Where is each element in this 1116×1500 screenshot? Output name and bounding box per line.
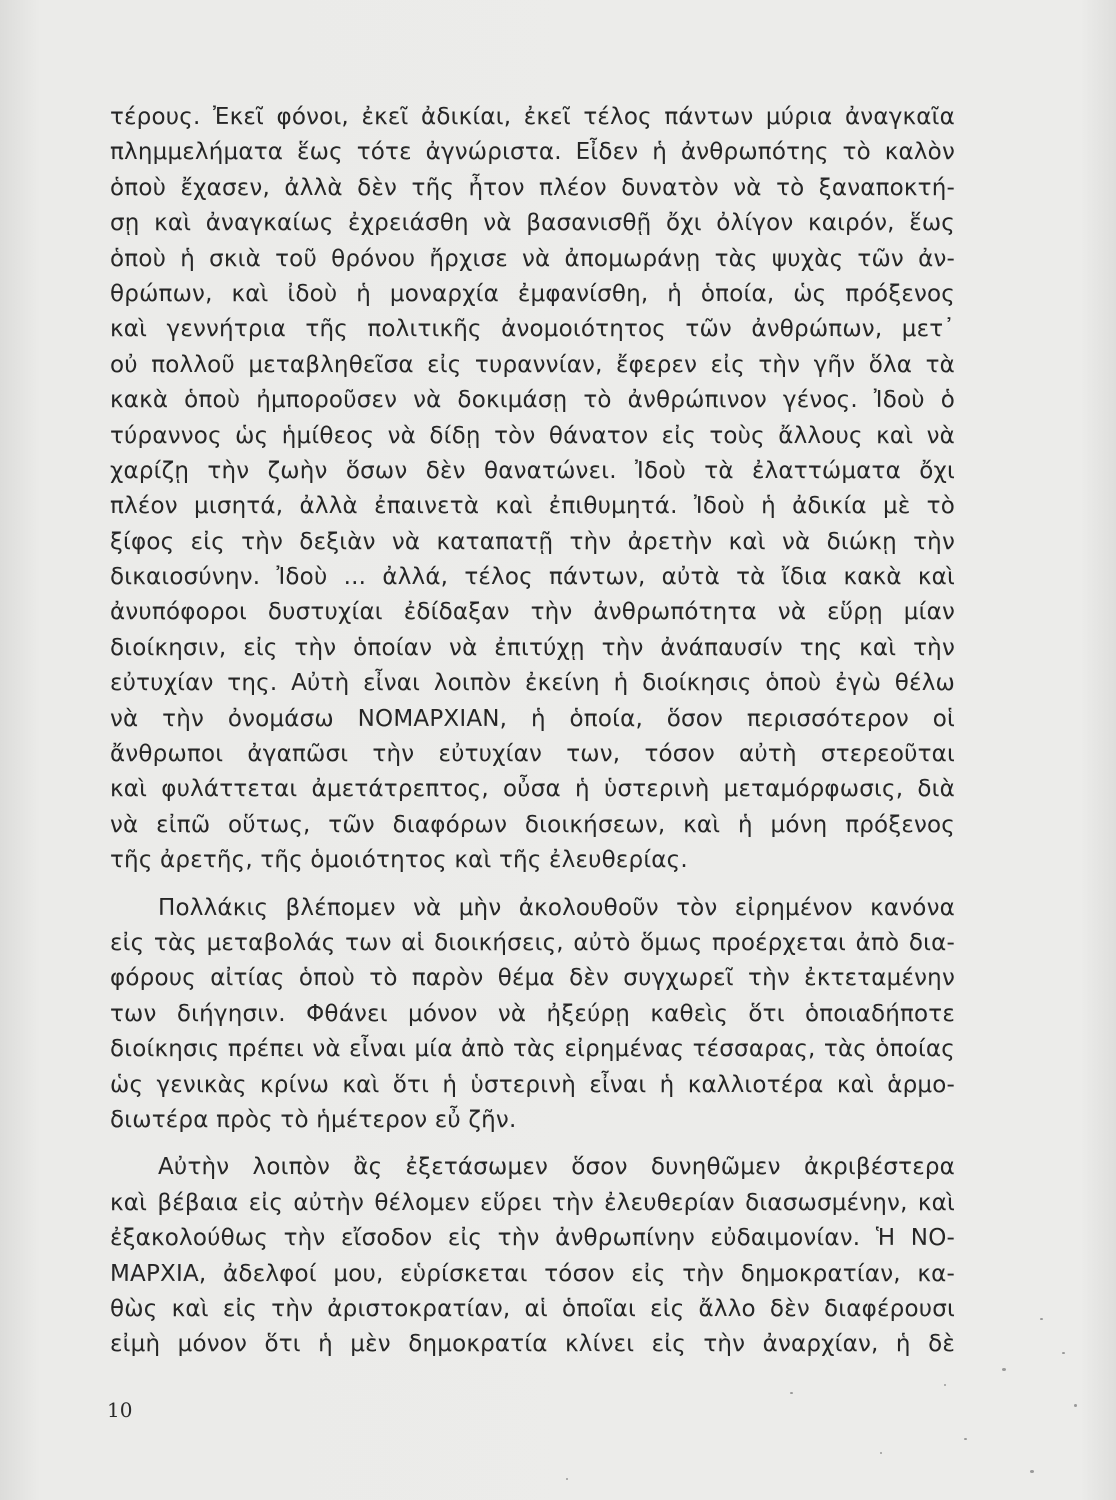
- text-line: καὶ βέβαια εἰς αὐτὴν θέλομεν εὕρει τὴν ἐλευθερίαν διασωσμένην, καὶ: [110, 1189, 955, 1216]
- text-line: ξίφος εἰς τὴν δεξιὰν νὰ καταπατῇ τὴν ἀρετὴν καὶ νὰ διώκῃ τὴν: [110, 528, 955, 555]
- text-line: των διήγησιν. Φθάνει μόνον νὰ ἠξεύρῃ καθεὶς ὅτι ὁποιαδήποτε: [110, 1000, 955, 1027]
- text-line: ὁποὺ ἔχασεν, ἀλλὰ δὲν τῆς ἦτον πλέον δυνατὸν νὰ τὸ ξαναποκτή-: [110, 174, 955, 201]
- text-line: διωτέρα πρὸς τὸ ἡμέτερον εὖ ζῆν.: [110, 1106, 517, 1133]
- paper-speck: [1074, 1404, 1077, 1407]
- text-line: καὶ γεννήτρια τῆς πολιτικῆς ἀνομοιότητος τῶν ἀνθρώπων, μετ᾽: [110, 316, 955, 343]
- text-line: κακὰ ὁποὺ ἠμποροῦσεν νὰ δοκιμάσῃ τὸ ἀνθρώπινον γένος. Ἰδοὺ ὁ: [110, 387, 955, 414]
- text-line: νὰ τὴν ὀνομάσω ΝΟΜΑΡΧΙΑΝ, ἡ ὁποία, ὅσον περισσότερον οἱ: [110, 705, 955, 732]
- paper-speck: [1040, 1318, 1043, 1320]
- page-body-text: [110, 100, 955, 1363]
- text-line: φόρους αἰτίας ὁποὺ τὸ παρὸν θέμα δὲν συγχωρεῖ τὴν ἐκτεταμένην: [110, 965, 955, 992]
- paper-speck: [790, 1392, 793, 1394]
- text-line: θρώπων, καὶ ἰδοὺ ἡ μοναρχία ἐμφανίσθη, ἡ ὁποία, ὡς πρόξενος: [110, 280, 955, 307]
- text-line: πλέον μισητά, ἀλλὰ ἐπαινετὰ καὶ ἐπιθυμητά. Ἰδοὺ ἡ ἀδικία μὲ τὸ: [110, 493, 955, 520]
- text-line: ἐξακολούθως τὴν εἴσοδον εἰς τὴν ἀνθρωπίνην εὐδαιμονίαν. Ἡ ΝΟ-: [110, 1225, 955, 1252]
- page-number: 10: [107, 1398, 133, 1422]
- text-line: εὐτυχίαν της. Αὐτὴ εἶναι λοιπὸν ἐκείνη ἡ διοίκησις ὁποὺ ἐγὼ θέλω: [110, 670, 955, 697]
- text-line: ἀνυπόφοροι δυστυχίαι ἐδίδαξαν τὴν ἀνθρωπότητα νὰ εὕρῃ μίαν: [110, 599, 955, 626]
- paragraph-2: [110, 891, 955, 1139]
- text-line: σῃ καὶ ἀναγκαίως ἐχρειάσθη νὰ βασανισθῇ ὄχι ὀλίγον καιρόν, ἕως: [110, 210, 955, 237]
- text-line: Πολλάκις βλέπομεν νὰ μὴν ἀκολουθοῦν τὸν εἰρημένον κανόνα: [158, 894, 955, 921]
- text-line: τύραννος ὡς ἡμίθεος νὰ δίδῃ τὸν θάνατον εἰς τοὺς ἄλλους καὶ νὰ: [110, 422, 955, 449]
- text-line: θὼς καὶ εἰς τὴν ἀριστοκρατίαν, αἱ ὁποῖαι εἰς ἄλλο δὲν διαφέρουσι: [110, 1295, 955, 1322]
- text-line: πλημμελήματα ἕως τότε ἀγνώριστα. Εἶδεν ἡ ἀνθρωπότης τὸ καλὸν: [110, 139, 955, 166]
- paper-speck: [944, 1384, 946, 1386]
- text-line: δικαιοσύνην. Ἰδοὺ ... ἀλλά, τέλος πάντων, αὐτὰ τὰ ἴδια κακὰ καὶ: [110, 564, 955, 591]
- text-line: τέρους. Ἐκεῖ φόνοι, ἐκεῖ ἀδικίαι, ἐκεῖ τέλος πάντων μύρια ἀναγκαῖα: [110, 104, 955, 130]
- paper-speck: [566, 1478, 568, 1480]
- paper-speck: [1030, 1470, 1034, 1473]
- text-line: νὰ εἰπῶ οὕτως, τῶν διαφόρων διοικήσεων, καὶ ἡ μόνη πρόξενος: [110, 811, 955, 838]
- text-line: οὐ πολλοῦ μεταβληθεῖσα εἰς τυραννίαν, ἔφερεν εἰς τὴν γῆν ὅλα τὰ: [110, 351, 955, 378]
- text-line: ΜΑΡΧΙΑ, ἀδελφοί μου, εὑρίσκεται τόσον εἰς τὴν δημοκρατίαν, κα-: [110, 1260, 955, 1287]
- paper-speck: [1002, 1368, 1006, 1371]
- text-line: ὁποὺ ἡ σκιὰ τοῦ θρόνου ἤρχισε νὰ ἀπομωράνῃ τὰς ψυχὰς τῶν ἀν-: [110, 245, 955, 272]
- paper-speck: [964, 1438, 967, 1440]
- text-line: καὶ φυλάττεται ἀμετάτρεπτος, οὖσα ἡ ὑστερινὴ μεταμόρφωσις, διὰ: [110, 776, 955, 803]
- text-line: εἰμὴ μόνον ὅτι ἡ μὲν δημοκρατία κλίνει εἰς τὴν ἀναρχίαν, ἡ δὲ: [110, 1331, 955, 1358]
- paragraph-1: [110, 100, 955, 879]
- text-line: ἄνθρωποι ἀγαπῶσι τὴν εὐτυχίαν των, τόσον αὐτὴ στερεοῦται: [110, 741, 955, 768]
- text-line: διοίκησις πρέπει νὰ εἶναι μία ἀπὸ τὰς εἰρημένας τέσσαρας, τὰς ὁποίας: [110, 1036, 955, 1063]
- paragraph-spacer: [110, 1138, 955, 1150]
- text-line: εἰς τὰς μεταβολάς των αἱ διοικήσεις, αὐτὸ ὅμως προέρχεται ἀπὸ δια-: [110, 929, 955, 956]
- text-line: τῆς ἀρετῆς, τῆς ὁμοιότητος καὶ τῆς ἐλευθερίας.: [110, 847, 688, 874]
- paper-speck: [880, 1452, 882, 1454]
- paper-speck: [1062, 1352, 1065, 1354]
- text-line: χαρίζῃ τὴν ζωὴν ὅσων δὲν θανατώνει. Ἰδοὺ τὰ ἐλαττώματα ὄχι: [110, 457, 955, 484]
- paragraph-spacer: [110, 879, 955, 891]
- text-line: ὡς γενικὰς κρίνω καὶ ὅτι ἡ ὑστερινὴ εἶναι ἡ καλλιοτέρα καὶ ἁρμο-: [110, 1071, 955, 1098]
- paragraph-3: [110, 1150, 955, 1362]
- text-line: Αὐτὴν λοιπὸν ἂς ἐξετάσωμεν ὅσον δυνηθῶμεν ἀκριβέστερα: [158, 1154, 955, 1181]
- text-line: διοίκησιν, εἰς τὴν ὁποίαν νὰ ἐπιτύχῃ τὴν ἀνάπαυσίν της καὶ τὴν: [110, 634, 955, 661]
